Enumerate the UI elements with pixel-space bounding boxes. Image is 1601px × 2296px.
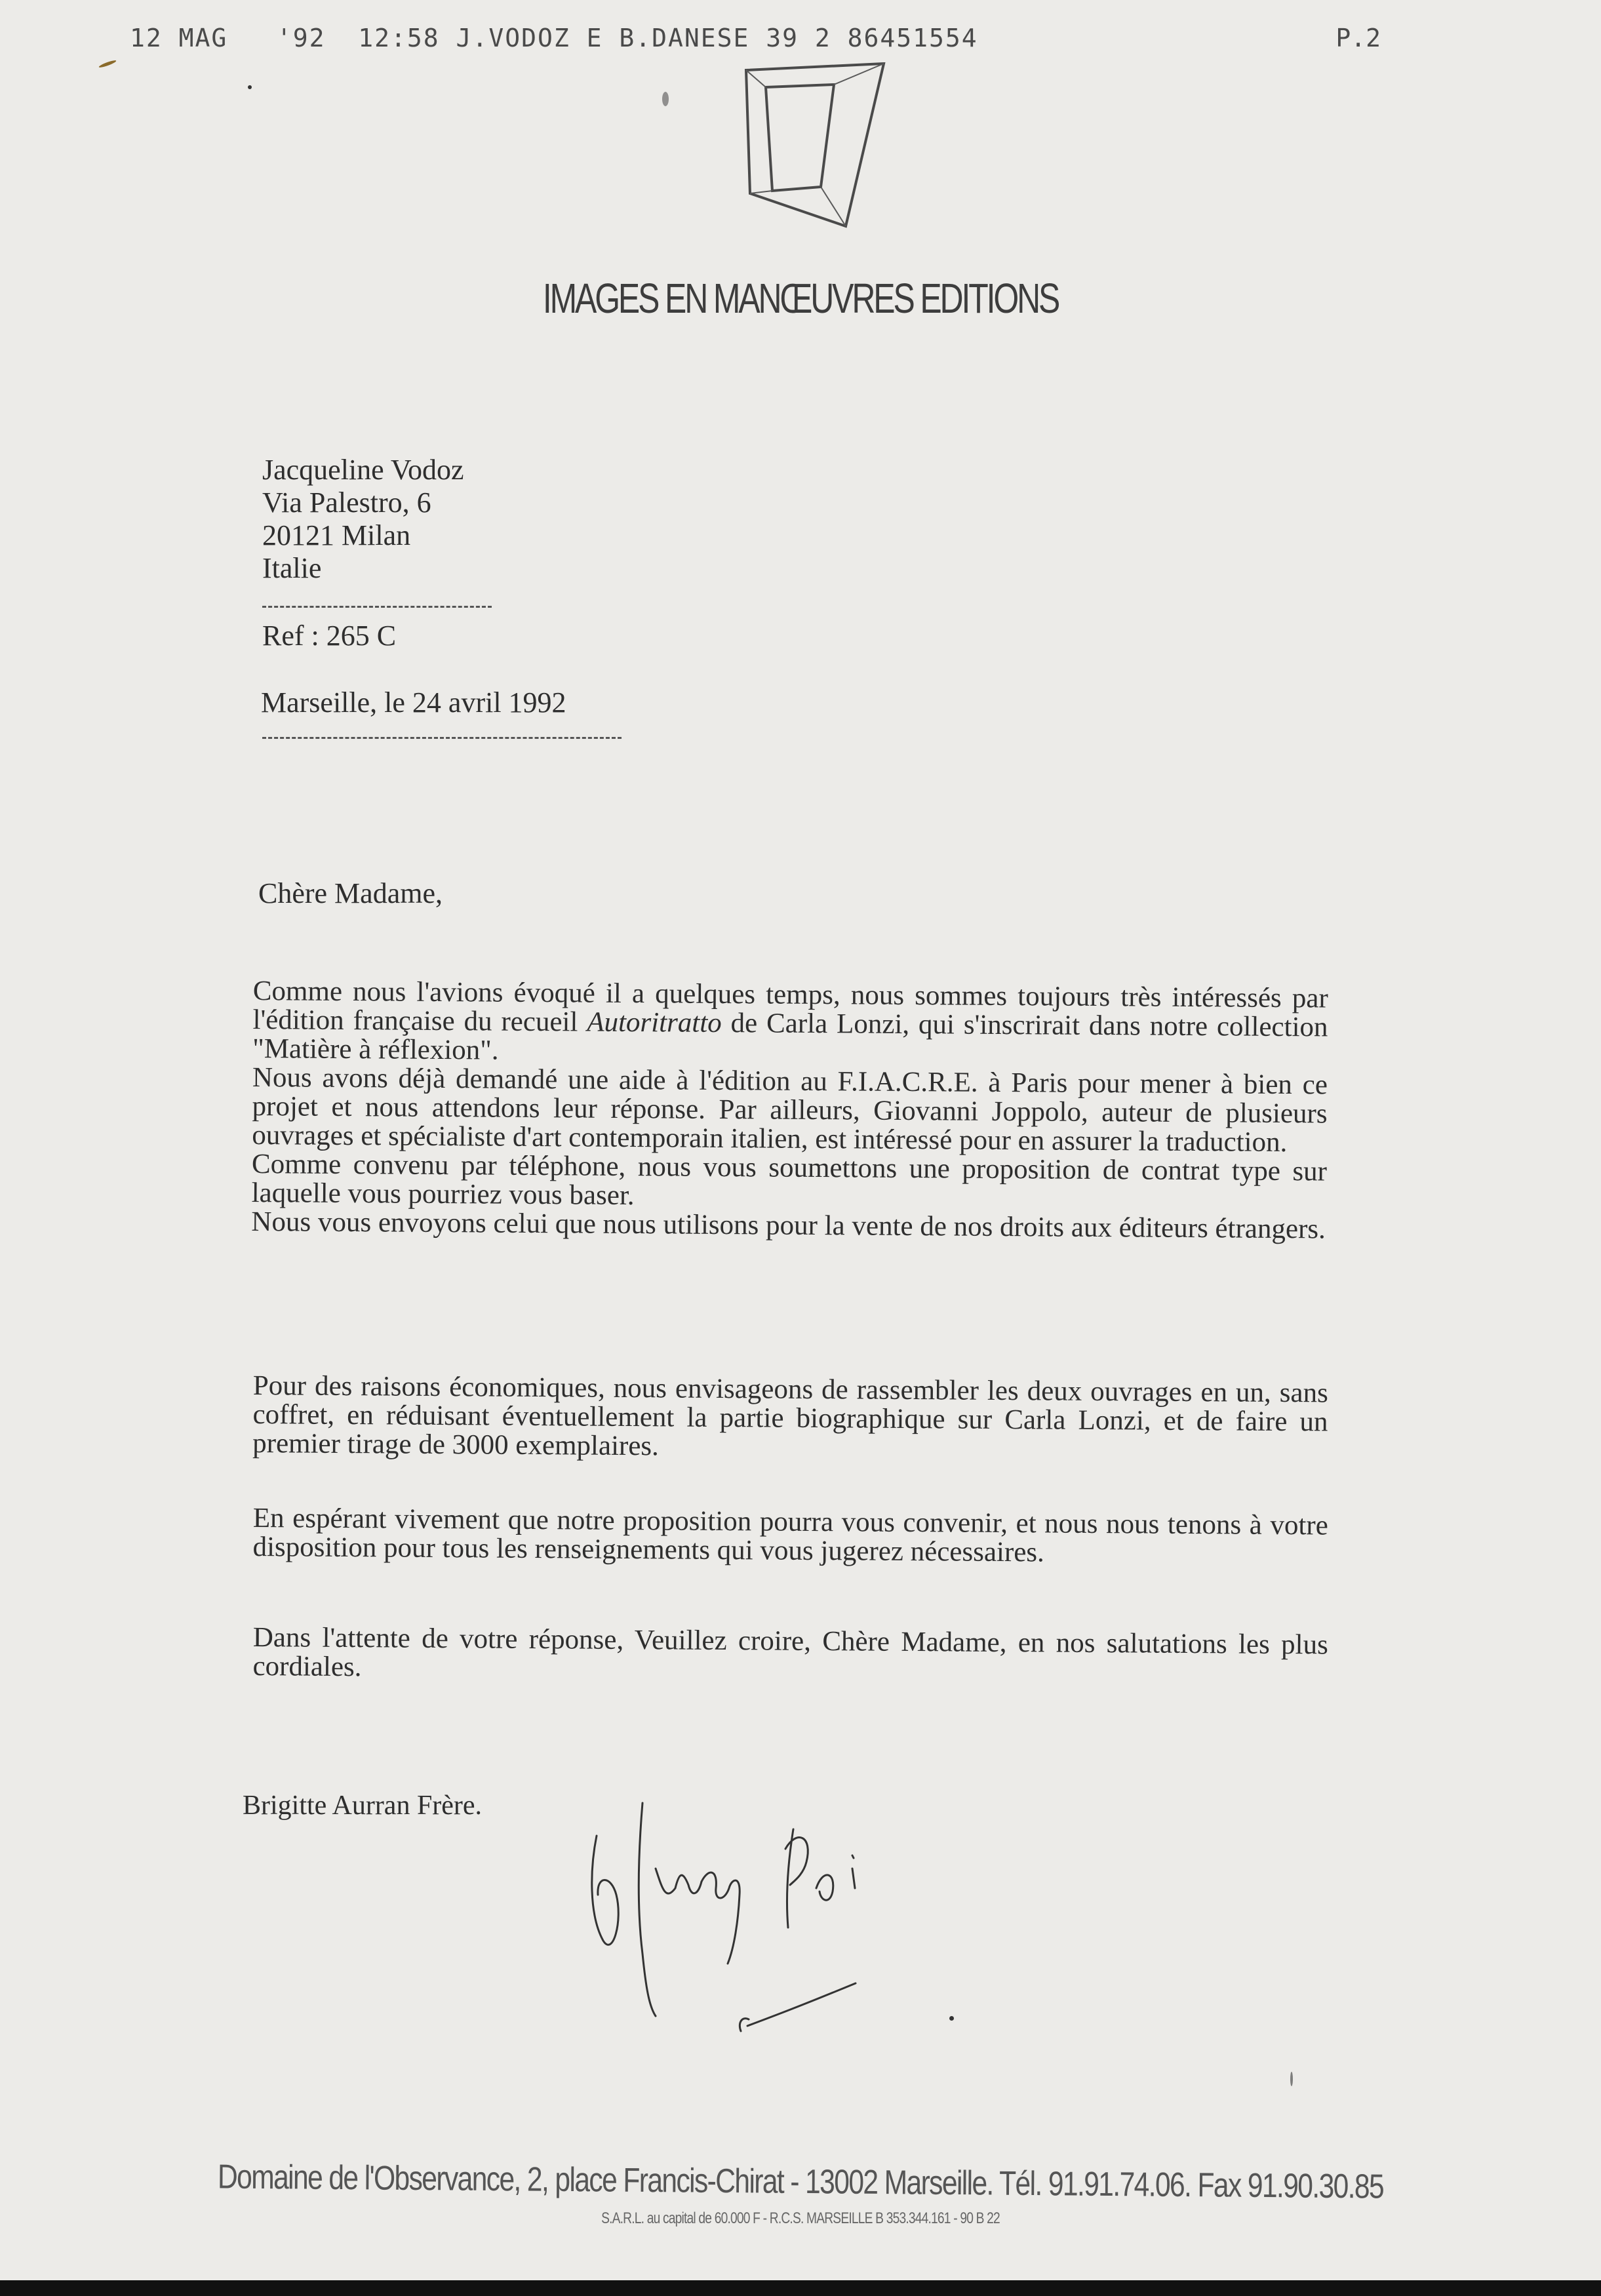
divider [262, 737, 622, 739]
paper-speck [98, 59, 117, 68]
fax-page-number: P.2 [1335, 24, 1381, 52]
signer-name: Brigitte Aurran Frère. [243, 1791, 483, 1821]
divider [262, 606, 492, 608]
handwritten-signature-icon [577, 1790, 918, 2065]
body-text: Pour des raisons économiques, nous envisageons de rassembler les deux ouvrages en un, sans coffret, en réduisant éventuellement la partie biographique sur Carla Lonzi, et de faire un premier tirage de 3000 exemplaires. [252, 1370, 1328, 1462]
frame-logo-icon [734, 62, 898, 236]
body-text: Comme nous l'avions évoqué il a quelques temps, nous sommes toujours très intéressés par l'édition française du recueil [252, 976, 1328, 1038]
scan-border [0, 2280, 1601, 2296]
body-text: Nous avons déjà demandé une aide à l'édition au F.I.A.C.R.E. à Paris pour mener à bien ce projet et nous attendons leur réponse. Par ailleurs, Giovanni Joppolo, auteur de plusieurs ouvrages et spécialiste d'art contemporain italien, est intéressé pour en assurer la traduction. [252, 1061, 1328, 1158]
paper-speck [662, 92, 669, 106]
recipient-street: Via Palestro, 6 [262, 486, 431, 519]
body-paragraph [252, 1372, 1328, 1465]
paper-speck [1290, 2072, 1293, 2086]
book-title: Autoritratto [587, 1006, 722, 1039]
body-text: de Carla Lonzi, qui s'inscrirait dans notre collection "Matière à réflexion". [252, 1007, 1328, 1066]
paper-speck [949, 2016, 954, 2021]
recipient-country: Italie [262, 552, 322, 584]
recipient-address [262, 454, 464, 585]
fax-transmission-header: 12 MAG '92 12:58 J.VODOZ E B.DANESE 39 2 86451554 [130, 24, 978, 52]
company-name: IMAGES EN MANŒUVRES EDITIONS [542, 275, 1059, 322]
recipient-name: Jacqueline Vodoz [262, 454, 464, 486]
salutation: Chère Madame, [258, 877, 443, 909]
reference: Ref : 265 C [262, 620, 397, 652]
body-paragraph [252, 1623, 1328, 1688]
body-text: En espérant vivement que notre proposition pourra vous convenir, et nous nous tenons à votre disposition pour tous les renseignements qui vous jugerez nécessaires. [252, 1503, 1328, 1568]
body-text: Dans l'attente de votre réponse, Veuillez croire, Chère Madame, en nos salutations les plus cordiales. [252, 1622, 1328, 1683]
paper-speck [248, 85, 252, 89]
recipient-city: 20121 Milan [262, 519, 411, 551]
dateline: Marseille, le 24 avril 1992 [261, 686, 566, 719]
body-paragraph [252, 1504, 1328, 1569]
body-text: Nous vous envoyons celui que nous utilisons pour la vente de nos droits aux éditeurs étrangers. [251, 1206, 1326, 1245]
body-text: Comme convenu par téléphone, nous vous soumettons une proposition de contrat type sur laquelle vous pourriez vous baser. [251, 1148, 1328, 1212]
body-paragraph [251, 977, 1328, 1244]
footer-legal-notice: S.A.R.L. au capital de 60.000 F - R.C.S. MARSEILLE B 353.344.161 - 90 B 22 [601, 2209, 1000, 2227]
footer-address: Domaine de l'Observance, 2, place Francis-Chirat - 13002 Marseille. Tél. 91.91.74.06. Fax 91.90.30.85 [217, 2158, 1384, 2206]
